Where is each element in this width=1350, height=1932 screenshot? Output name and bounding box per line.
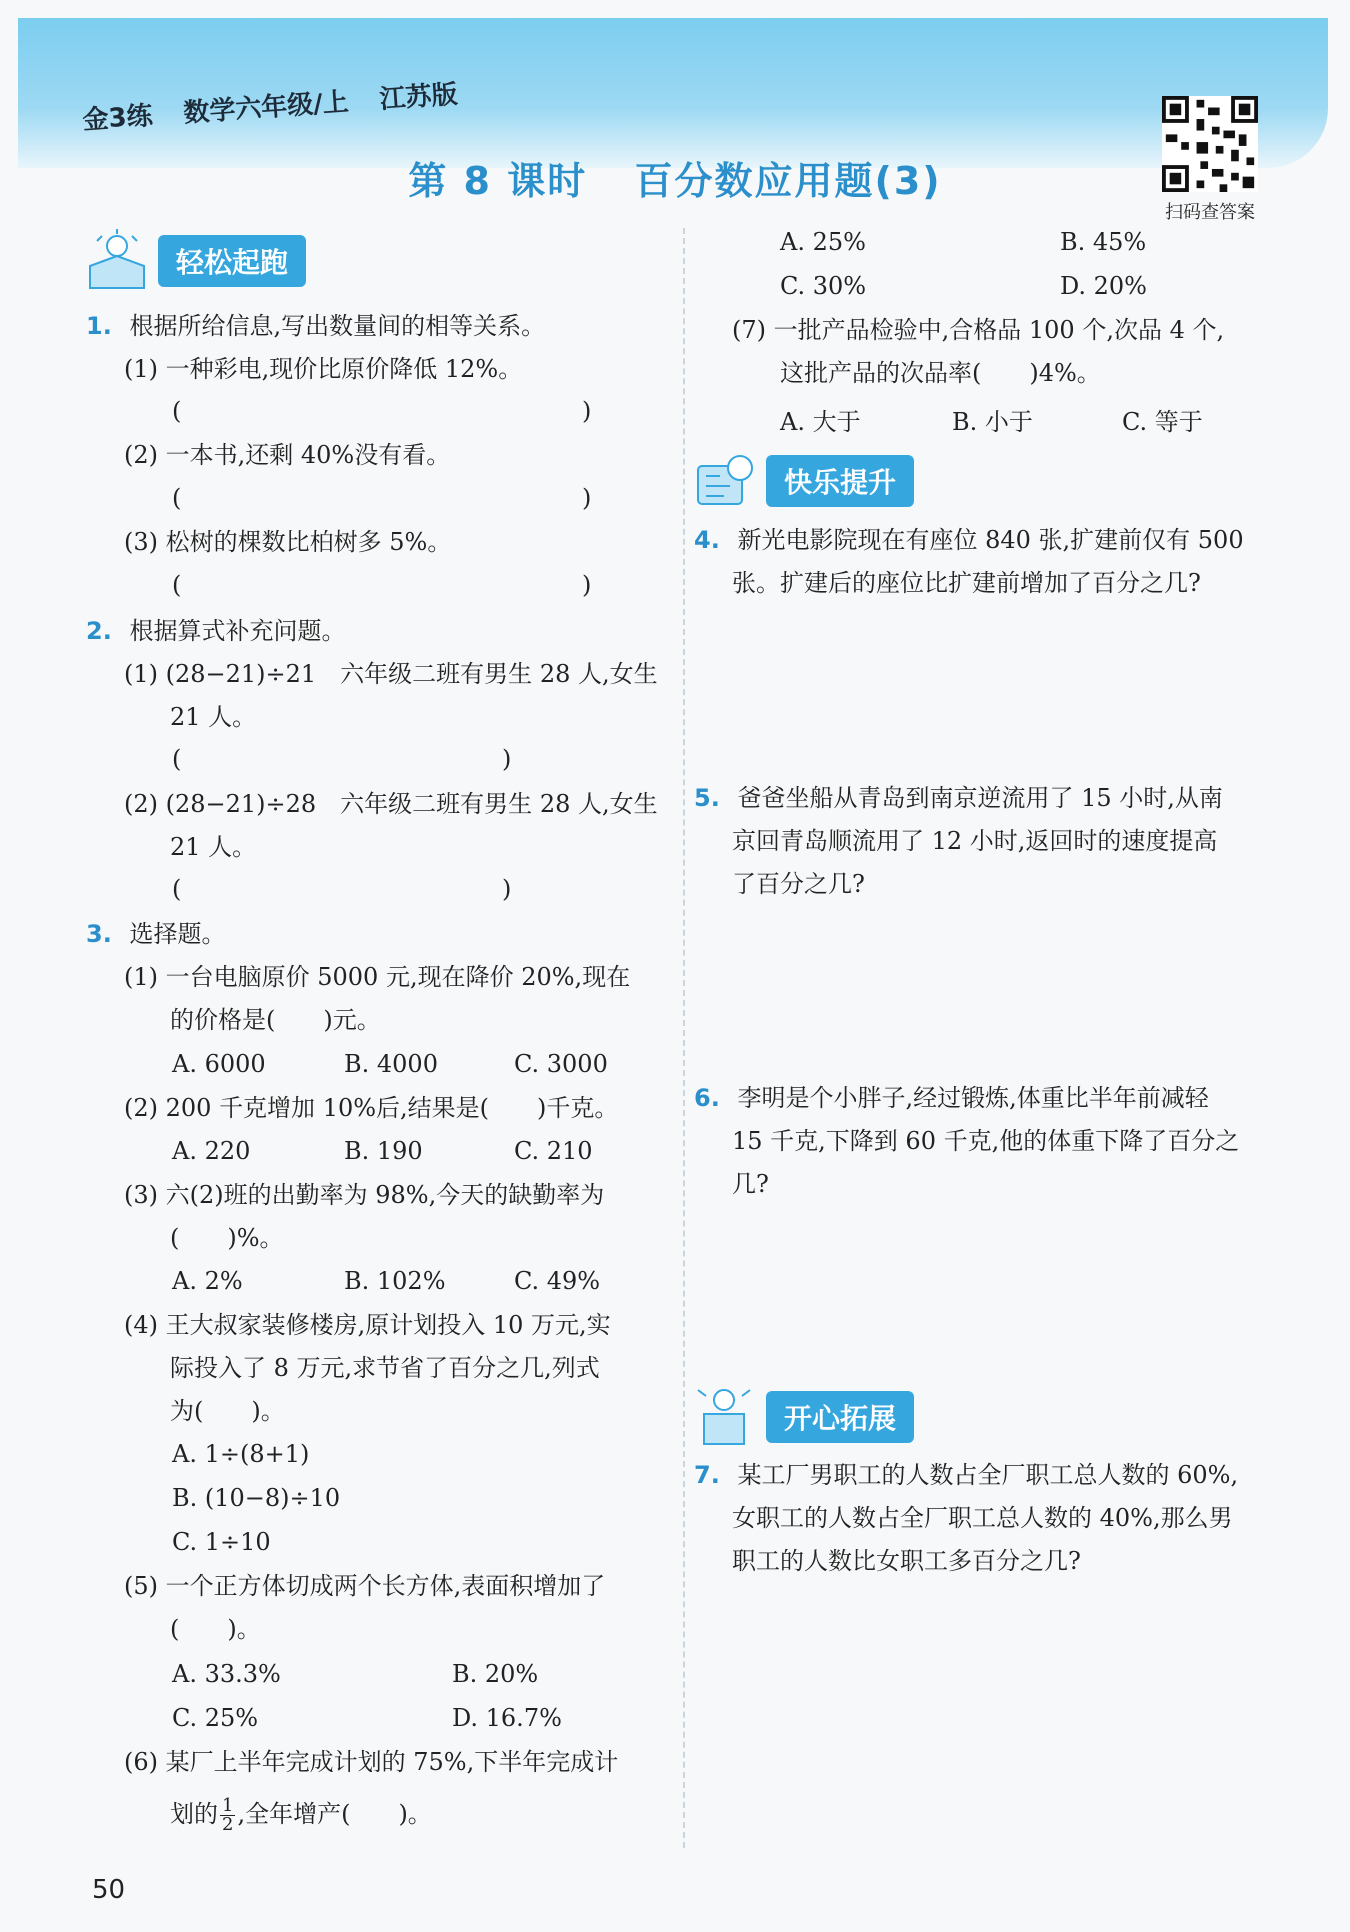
q2-item-1-line-2: 21 人。 bbox=[170, 703, 257, 731]
q1-item-3: (3) 松树的棵数比柏树多 5%。 bbox=[124, 528, 452, 556]
question-5 bbox=[694, 783, 1223, 813]
option-b: B. 190 bbox=[344, 1137, 423, 1165]
question-7 bbox=[694, 1460, 1238, 1490]
question-2 bbox=[86, 616, 345, 646]
q1-item-1: (1) 一种彩电,现价比原价降低 12%。 bbox=[124, 355, 523, 383]
question-7-line-3: 职工的人数比女职工多百分之几? bbox=[732, 1547, 1081, 1575]
question-4-line-2: 张。扩建后的座位比扩建前增加了百分之几? bbox=[732, 569, 1201, 597]
question-7-line-1: 某工厂男职工的人数占全厂职工总人数的 60%, bbox=[737, 1461, 1239, 1489]
fraction-numerator: 1 bbox=[222, 1795, 234, 1816]
question-4 bbox=[694, 525, 1244, 555]
choice-6-text-b: ,全年增产( )。 bbox=[237, 1800, 432, 1828]
question-5-line-1: 爸爸坐船从青岛到南京逆流用了 15 小时,从南 bbox=[737, 784, 1223, 812]
lesson-title bbox=[0, 150, 1350, 205]
question-number: 3. bbox=[86, 920, 112, 948]
choice-5-line-1: (5) 一个正方体切成两个长方体,表面积增加了 bbox=[124, 1572, 606, 1600]
choice-3-line-1: (3) 六(2)班的出勤率为 98%,今天的缺勤率为 bbox=[124, 1181, 605, 1209]
question-stem: 根据算式补充问题。 bbox=[129, 617, 346, 645]
choice-7-line-1: (7) 一批产品检验中,合格品 100 个,次品 4 个, bbox=[732, 316, 1225, 344]
option-c: C. 30% bbox=[780, 272, 867, 300]
question-4-line-1: 新光电影院现在有座位 840 张,扩建前仅有 500 bbox=[737, 526, 1244, 554]
choice-5-line-2: ( )。 bbox=[170, 1615, 261, 1643]
choice-3-line-2: ( )%。 bbox=[170, 1224, 284, 1252]
answer-paren-close: ) bbox=[582, 571, 592, 599]
choice-4-line-3: 为( )。 bbox=[170, 1397, 285, 1425]
section-header-improve bbox=[690, 446, 914, 516]
question-6 bbox=[694, 1083, 1209, 1113]
question-stem: 根据所给信息,写出数量间的相等关系。 bbox=[129, 312, 546, 340]
question-6-line-1: 李明是个小胖子,经过锻炼,体重比半年前减轻 bbox=[737, 1084, 1209, 1112]
option-c: C. 3000 bbox=[514, 1050, 608, 1078]
option-b: B. 45% bbox=[1060, 228, 1147, 256]
question-6-line-3: 几? bbox=[732, 1170, 769, 1198]
q2-item-2-line-2: 21 人。 bbox=[170, 833, 257, 861]
choice-1-line-1: (1) 一台电脑原价 5000 元,现在降价 20%,现在 bbox=[124, 963, 631, 991]
question-7-line-2: 女职工的人数占全厂职工总人数的 40%,那么男 bbox=[732, 1504, 1233, 1532]
page-number: 50 bbox=[92, 1875, 126, 1905]
choice-4-line-1: (4) 王大叔家装修楼房,原计划投入 10 万元,实 bbox=[124, 1311, 611, 1339]
answer-paren-open: ( bbox=[172, 397, 182, 425]
section-header-extend bbox=[690, 1382, 914, 1452]
question-3 bbox=[86, 919, 225, 949]
option-b: B. (10−8)÷10 bbox=[172, 1484, 341, 1512]
option-c: C. 1÷10 bbox=[172, 1528, 271, 1556]
column-divider bbox=[683, 228, 685, 1848]
option-a: A. 1÷(8+1) bbox=[172, 1440, 310, 1468]
question-6-line-2: 15 千克,下降到 60 千克,他的体重下降了百分之 bbox=[732, 1127, 1240, 1155]
lesson-number: 第 8 课时 bbox=[408, 159, 588, 203]
qr-label: 扫码查答案 bbox=[1165, 202, 1255, 223]
mascot-icon bbox=[82, 226, 152, 296]
option-c: C. 25% bbox=[172, 1704, 259, 1732]
option-d: D. 20% bbox=[1060, 272, 1147, 300]
subject-grade: 数学六年级/上 bbox=[182, 87, 350, 129]
question-stem: 选择题。 bbox=[129, 920, 226, 948]
choice-2-line-1: (2) 200 千克增加 10%后,结果是( )千克。 bbox=[124, 1094, 619, 1122]
answer-paren-open: ( bbox=[172, 875, 182, 903]
brand-name: 金3练 bbox=[81, 101, 154, 136]
choice-7-line-2: 这批产品的次品率( )4%。 bbox=[780, 359, 1101, 387]
option-a: A. 33.3% bbox=[172, 1660, 281, 1688]
mascot-icon bbox=[690, 446, 760, 516]
section-title-extend: 开心拓展 bbox=[766, 1391, 914, 1443]
option-b: B. 4000 bbox=[344, 1050, 438, 1078]
choice-6-line-1: (6) 某厂上半年完成计划的 75%,下半年完成计 bbox=[124, 1748, 619, 1776]
option-a: A. 大于 bbox=[780, 408, 861, 436]
lesson-topic: 百分数应用题(3) bbox=[634, 159, 942, 203]
question-number: 6. bbox=[694, 1084, 720, 1112]
question-5-line-2: 京回青岛顺流用了 12 小时,返回时的速度提高 bbox=[732, 827, 1218, 855]
option-a: A. 220 bbox=[172, 1137, 251, 1165]
answer-paren-open: ( bbox=[172, 484, 182, 512]
question-number: 1. bbox=[86, 312, 112, 340]
question-number: 4. bbox=[694, 526, 720, 554]
question-number: 2. bbox=[86, 617, 112, 645]
section-header-warmup bbox=[82, 226, 306, 296]
answer-paren-close: ) bbox=[502, 745, 512, 773]
option-a: A. 25% bbox=[780, 228, 866, 256]
option-b: B. 20% bbox=[452, 1660, 539, 1688]
question-1 bbox=[86, 311, 545, 341]
fraction-one-half bbox=[220, 1797, 235, 1834]
choice-4-line-2: 际投入了 8 万元,求节省了百分之几,列式 bbox=[170, 1354, 600, 1382]
answer-paren-close: ) bbox=[502, 875, 512, 903]
choice-6-text-a: 划的 bbox=[170, 1800, 218, 1828]
option-b: B. 102% bbox=[344, 1267, 446, 1295]
option-a: A. 6000 bbox=[172, 1050, 266, 1078]
choice-6-line-2 bbox=[170, 1797, 432, 1834]
option-a: A. 2% bbox=[172, 1267, 243, 1295]
fraction-denominator: 2 bbox=[222, 1814, 234, 1835]
question-5-line-3: 了百分之几? bbox=[732, 870, 865, 898]
section-title-warmup: 轻松起跑 bbox=[158, 235, 306, 287]
answer-paren-close: ) bbox=[582, 484, 592, 512]
question-number: 5. bbox=[694, 784, 720, 812]
section-title-improve: 快乐提升 bbox=[766, 455, 914, 507]
answer-paren-close: ) bbox=[582, 397, 592, 425]
q2-item-2-line-1: (2) (28−21)÷28 六年级二班有男生 28 人,女生 bbox=[124, 790, 658, 818]
answer-paren-open: ( bbox=[172, 571, 182, 599]
option-d: D. 16.7% bbox=[452, 1704, 562, 1732]
mascot-icon bbox=[690, 1382, 760, 1452]
option-c: C. 49% bbox=[514, 1267, 601, 1295]
answer-paren-open: ( bbox=[172, 745, 182, 773]
q1-item-2: (2) 一本书,还剩 40%没有看。 bbox=[124, 441, 451, 469]
option-c: C. 等于 bbox=[1122, 408, 1203, 436]
qr-code-icon[interactable] bbox=[1162, 96, 1258, 192]
choice-1-line-2: 的价格是( )元。 bbox=[170, 1006, 381, 1034]
q2-item-1-line-1: (1) (28−21)÷21 六年级二班有男生 28 人,女生 bbox=[124, 660, 658, 688]
edition-label: 江苏版 bbox=[378, 79, 459, 116]
option-b: B. 小于 bbox=[952, 408, 1033, 436]
option-c: C. 210 bbox=[514, 1137, 593, 1165]
question-number: 7. bbox=[694, 1461, 720, 1489]
